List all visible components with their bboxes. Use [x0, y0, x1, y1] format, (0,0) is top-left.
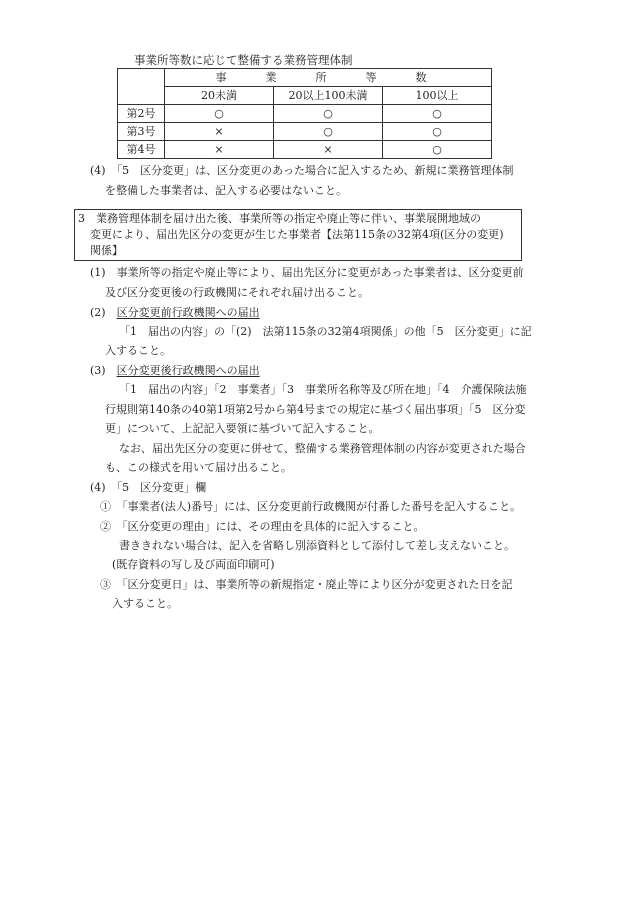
section3-p4-item2-note2: (既存資料の写し及び両面印刷可) [112, 558, 275, 571]
section3-p4-item3-line2: 入すること。 [112, 597, 178, 610]
section3-p1-line1: (1) 事業所等の指定や廃止等により、届出先区分に変更があった事業者は、区分変更前 [90, 266, 524, 279]
table-caption: 事業所等数に応じて整備する業務管理体制 [134, 53, 353, 67]
table-group-header: 事 業 所 等 数 [165, 69, 492, 87]
section3-p2-heading [90, 303, 260, 322]
table-column-header: 100以上 [383, 87, 492, 105]
section3-p3-body5: も、この様式を用いて届け出ること。 [105, 461, 292, 474]
table-row-label: 第2号 [118, 105, 165, 123]
section3-heading-line3: 関係】 [90, 244, 123, 257]
section3-p3-heading-text: 区分変更後行政機関への届出 [116, 364, 260, 377]
table-row [118, 141, 492, 159]
table-column-header: 20未満 [165, 87, 274, 105]
section3-p4-item2: ② 「区分変更の理由」には、その理由を具体的に記入すること。 [100, 520, 425, 533]
table-row-label: 第4号 [118, 141, 165, 159]
table-cell: ○ [383, 141, 492, 159]
section3-p2-heading-text: 区分変更前行政機関への届出 [116, 306, 260, 319]
section3-p4-item3-line1: ③ 「区分変更日」は、事業所等の新規指定・廃止等により区分が変更された日を記 [100, 578, 513, 591]
section3-p3-number: (3) [90, 364, 117, 377]
table-row [118, 105, 492, 123]
table-cell: × [165, 123, 274, 141]
section3-p4-item2-note1: 書ききれない場合は、記入を省略し別添資料として添付して差し支えないこと。 [119, 539, 515, 552]
table-cell: × [274, 141, 383, 159]
section3-p3-body3: 更」について、上記記入要領に基づいて記入すること。 [105, 422, 380, 435]
section3-p2-body1: 「1 届出の内容」の「(2) 法第115条の32第4項関係」の他「5 区分変更」に記 [119, 325, 532, 338]
table-row [118, 123, 492, 141]
section3-p4-heading: (4) 「5 区分変更」欄 [90, 481, 207, 494]
management-system-table [117, 68, 492, 159]
section3-heading-line2: 変更により、届出先区分の変更が生じた事業者【法第115条の32第4項(区分の変更) [90, 228, 504, 241]
section3-p3-heading [90, 361, 260, 380]
table-cell: ○ [274, 123, 383, 141]
table-cell: ○ [274, 105, 383, 123]
section3-p4-item1: ① 「事業者(法人)番号」には、区分変更前行政機関が付番した番号を記入すること。 [100, 500, 522, 513]
table-cell: × [165, 141, 274, 159]
table-cell: ○ [165, 105, 274, 123]
section3-p1-line2: 及び区分変更後の行政機関にそれぞれ届け出ること。 [105, 286, 369, 299]
section3-p2-number: (2) [90, 306, 117, 319]
note4-line2: を整備した事業者は、記入する必要はないこと。 [105, 184, 347, 197]
note4-line1: (4) 「5 区分変更」は、区分変更のあった場合に記入するため、新規に業務管理体制 [90, 164, 514, 177]
section3-heading-line1: 3 業務管理体制を届け出た後、事業所等の指定や廃止等に伴い、事業展開地域の [78, 212, 481, 225]
section3-p2-body2: 入すること。 [105, 344, 171, 357]
section3-p3-body4: なお、届出先区分の変更に併せて、整備する業務管理体制の内容が変更された場合 [119, 442, 526, 455]
table-corner-cell [118, 69, 165, 105]
table-row-label: 第3号 [118, 123, 165, 141]
table-column-header: 20以上100未満 [274, 87, 383, 105]
table-cell: ○ [383, 123, 492, 141]
section3-p3-body2: 行規則第140条の40第1項第2号から第4号までの規定に基づく届出事項」「5 区分変 [105, 403, 526, 416]
table-cell: ○ [383, 105, 492, 123]
table-column-header-row [118, 87, 492, 105]
table-header-row [118, 69, 492, 87]
section3-p3-body1: 「1 届出の内容」「2 事業者」「3 事業所名称等及び所在地」「4 介護保険法施 [119, 383, 527, 396]
